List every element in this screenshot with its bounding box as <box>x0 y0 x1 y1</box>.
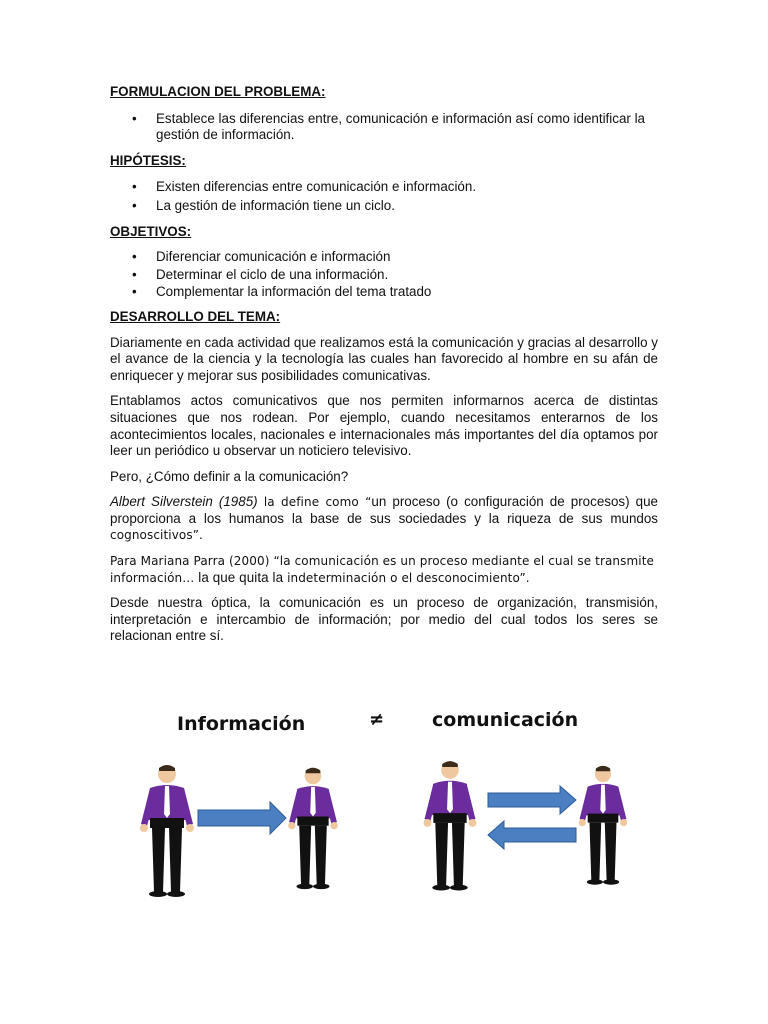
listener-person-right <box>579 766 628 885</box>
forward-arrow-icon <box>198 802 286 834</box>
quote-text: un proceso (o configuración de procesos) que proporciona a los humanos la base de sus sociedades y la riqueza de sus mundos <box>110 494 658 526</box>
not-equal-symbol: ≠ <box>369 709 385 730</box>
hypothesis-list <box>110 179 658 214</box>
speaker-person-right <box>424 761 477 890</box>
objectives-list <box>110 249 658 301</box>
list-item: • La gestión de información tiene un ciclo. <box>156 198 658 215</box>
info-vs-communication-figure <box>120 700 640 910</box>
speaker-person-left <box>140 765 194 897</box>
objectives-heading: OBJETIVOS: <box>110 223 192 239</box>
figure-illustration <box>120 700 640 910</box>
paragraph-intro: Diariamente en cada actividad que realizamos está la comunicación y gracias al desarrollo y el avance de la ciencia y la tecnología las cuales han favorecido al hombre en su afán de enriquecer y mejorar sus posibilidades comunicativas. <box>110 334 658 383</box>
list-item: • Complementar la información del tema tratado <box>156 284 658 301</box>
paragraph-question: Pero, ¿Cómo definir a la comunicación? <box>110 468 349 484</box>
paragraph-conclusion: Desde nuestra óptica, la comunicación es un proceso de organización, transmisión, interpretación e intercambio de información; por medio del cual todos los seres se relacionan entre sí. <box>110 595 658 644</box>
hypothesis-heading: HIPÓTESIS: <box>110 152 186 168</box>
right-arrow-icon <box>488 786 576 814</box>
paragraph-parra <box>110 553 658 586</box>
author-name: Albert Silverstein (1985) <box>110 494 258 510</box>
quote-end: cognoscitivos”. <box>110 528 203 543</box>
parra-text-a: Para Mariana Parra (2000) “la comunicación es un proceso mediante el cual se transmite información… <box>110 554 655 585</box>
problem-list <box>110 111 658 144</box>
list-item: • Establece las diferencias entre, comunicación e información así como identificar la gestión de información. <box>156 111 658 144</box>
paragraph-silverstein <box>110 494 658 544</box>
parra-text-b: la que quita la <box>198 569 284 585</box>
communication-label: comunicación <box>432 709 579 731</box>
document-body <box>110 84 658 645</box>
list-item: • Diferenciar comunicación e información <box>156 249 658 266</box>
quote-intro: la define como “ <box>257 495 372 510</box>
listener-person-left <box>288 768 338 889</box>
left-arrow-icon <box>488 821 576 849</box>
development-heading: DESARROLLO DEL TEMA: <box>110 308 281 324</box>
information-label: Información <box>177 713 306 735</box>
parra-text-c: indeterminación o el desconocimiento”. <box>283 570 530 585</box>
problem-heading: FORMULACION DEL PROBLEMA: <box>110 84 326 99</box>
paragraph-acts: Entablamos actos comunicativos que nos permiten informarnos acerca de distintas situaciones que nos rodean. Por ejemplo, cuando necesitamos enterarnos de los acontecimientos locales, nacionales e internacionales más importantes del día optamos por leer un periódico u observar un noticiero televisivo. <box>110 393 658 459</box>
list-item: • Existen diferencias entre comunicación e información. <box>156 179 658 196</box>
list-item: • Determinar el ciclo de una información. <box>156 267 658 284</box>
